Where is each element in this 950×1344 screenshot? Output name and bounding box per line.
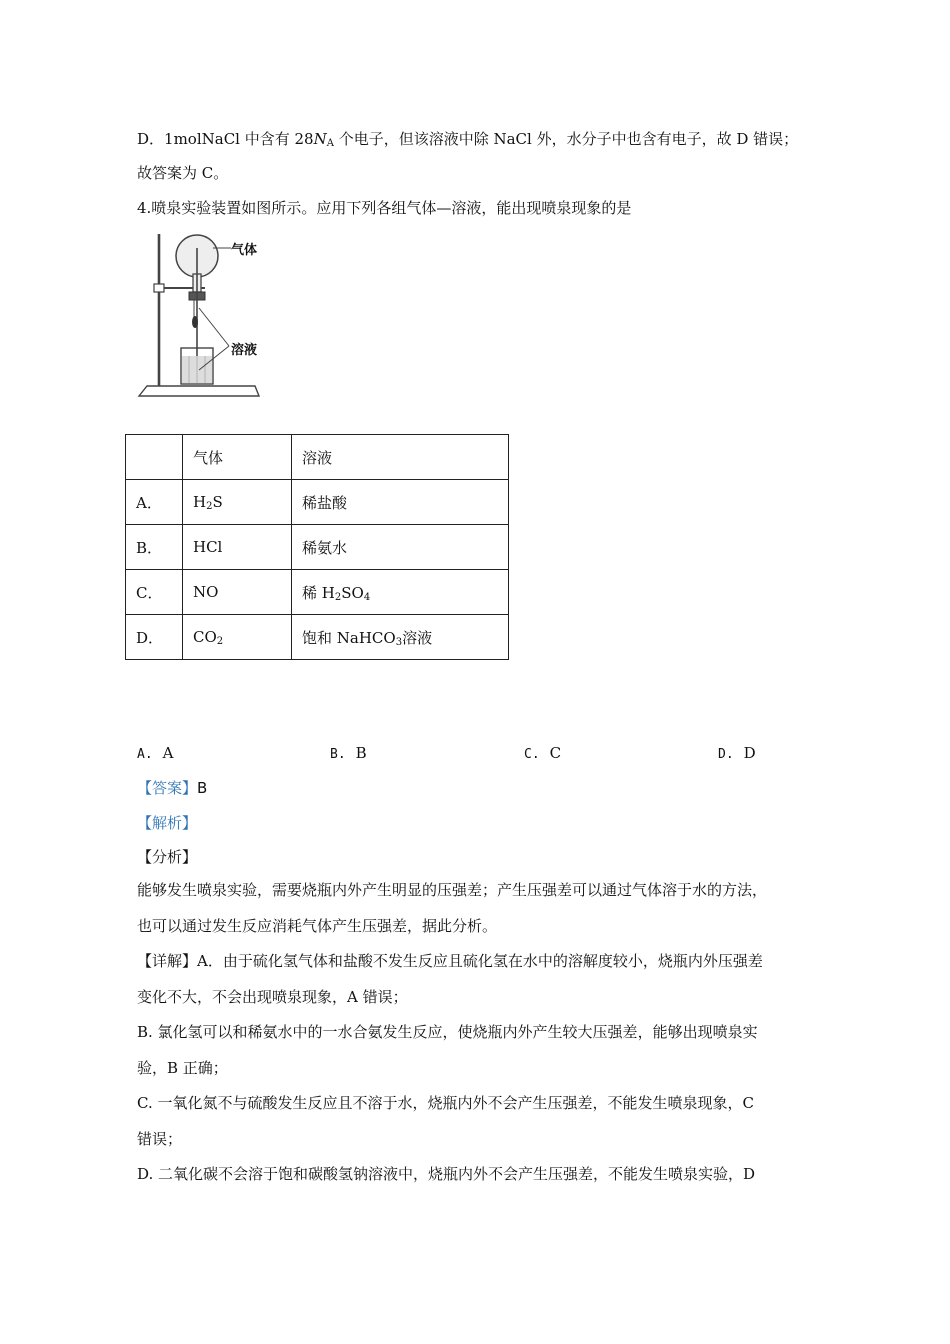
subscript: A [326,138,334,149]
text: S [212,492,223,511]
text: 个电子，但该溶液中除 NaCl 外，水分子中也含有电子，故 D 错误； [333,130,799,148]
header-cell: 溶液 [292,435,509,480]
choice-letter: C. [524,747,540,762]
text: NO [193,583,219,601]
table-row [126,525,509,570]
table-row [126,615,509,660]
option-label: D． [126,615,183,660]
text: CO [193,627,217,646]
gas-cell [183,615,292,660]
choice-a[interactable] [137,744,174,762]
option-label: A． [126,480,183,525]
answer-line [137,777,207,798]
analysis-paragraph: 也可以通过发生反应消耗气体产生压强差，据此分析。 [137,917,498,935]
text: 稀氨水 [302,538,348,557]
choice-letter: A. [137,747,153,762]
prev-conclusion: 故答案为 C。 [137,164,229,182]
choice-text: A [162,744,174,762]
table-header-row [126,435,509,480]
text: HCl [193,538,223,556]
solution-cell [292,480,509,525]
detail-paragraph: C. 一氧化氮不与硫酸发生反应且不溶于水，烧瓶内外不会产生压强差，不能发生喷泉现象，C [137,1094,754,1112]
subscript: 2 [206,500,213,512]
detail-paragraph: 【详解】A．由于硫化氢气体和盐酸不发生反应且硫化氢在水中的溶解度较小，烧瓶内外压强差 [137,952,763,970]
fountain-apparatus-figure [137,230,267,405]
subscript: 2 [334,591,342,603]
header-cell [126,435,183,480]
detail-paragraph: 验，B 正确； [137,1059,228,1077]
question-stem: 4.喷泉实验装置如图所示。应用下列各组气体—溶液，能出现喷泉现象的是 [137,199,632,217]
text: SO [341,583,364,602]
gas-cell [183,480,292,525]
answer-tag: 【答案】 [137,779,198,797]
gas-cell [183,570,292,615]
choice-b[interactable] [330,744,367,762]
options-table [125,434,509,660]
text: 饱和 NaHCO [302,628,396,647]
detail-paragraph: 变化不大，不会出现喷泉现象，A 错误； [137,988,408,1006]
option-label: B． [126,525,183,570]
choice-d[interactable] [718,744,756,762]
solution-cell [292,525,509,570]
subscript: 4 [363,591,371,603]
text: D．1molNaCl 中含有 28 [137,130,314,148]
table-row [126,480,509,525]
solution-cell [292,570,509,615]
choice-text: C [549,744,562,762]
choice-c[interactable] [524,744,561,762]
fenxi-tag: 【分析】 [137,848,198,866]
choice-text: B [355,744,367,762]
text: H [193,492,207,511]
avogadro-symbol: N [313,130,327,148]
text: 稀盐酸 [302,493,348,512]
choice-letter: B. [330,747,346,762]
gas-label: 气体 [231,243,258,258]
choice-letter: D. [718,747,734,762]
detail-paragraph: B. 氯化氢可以和稀氨水中的一水合氨发生反应，使烧瓶内外产生较大压强差，能够出现喷泉实 [137,1023,758,1041]
choice-text: D [743,744,756,762]
subscript: 3 [395,636,403,648]
gas-cell [183,525,292,570]
detail-paragraph: 错误； [137,1130,183,1148]
answer-value: B [197,779,208,797]
option-label: C． [126,570,183,615]
table-row [126,570,509,615]
analysis-paragraph: 能够发生喷泉实验，需要烧瓶内外产生明显的压强差；产生压强差可以通过气体溶于水的方法， [137,881,768,899]
text: 稀 H [302,583,335,602]
header-cell: 气体 [183,435,292,480]
solution-label: 溶液 [231,343,258,358]
prev-option-d-line [137,128,798,149]
solution-cell [292,615,509,660]
detail-paragraph: D. 二氧化碳不会溶于饱和碳酸氢钠溶液中，烧瓶内外不会产生压强差，不能发生喷泉实验，D [137,1165,756,1183]
analysis-tag: 【解析】 [137,814,198,832]
subscript: 2 [216,635,224,647]
text: 溶液 [402,628,433,647]
